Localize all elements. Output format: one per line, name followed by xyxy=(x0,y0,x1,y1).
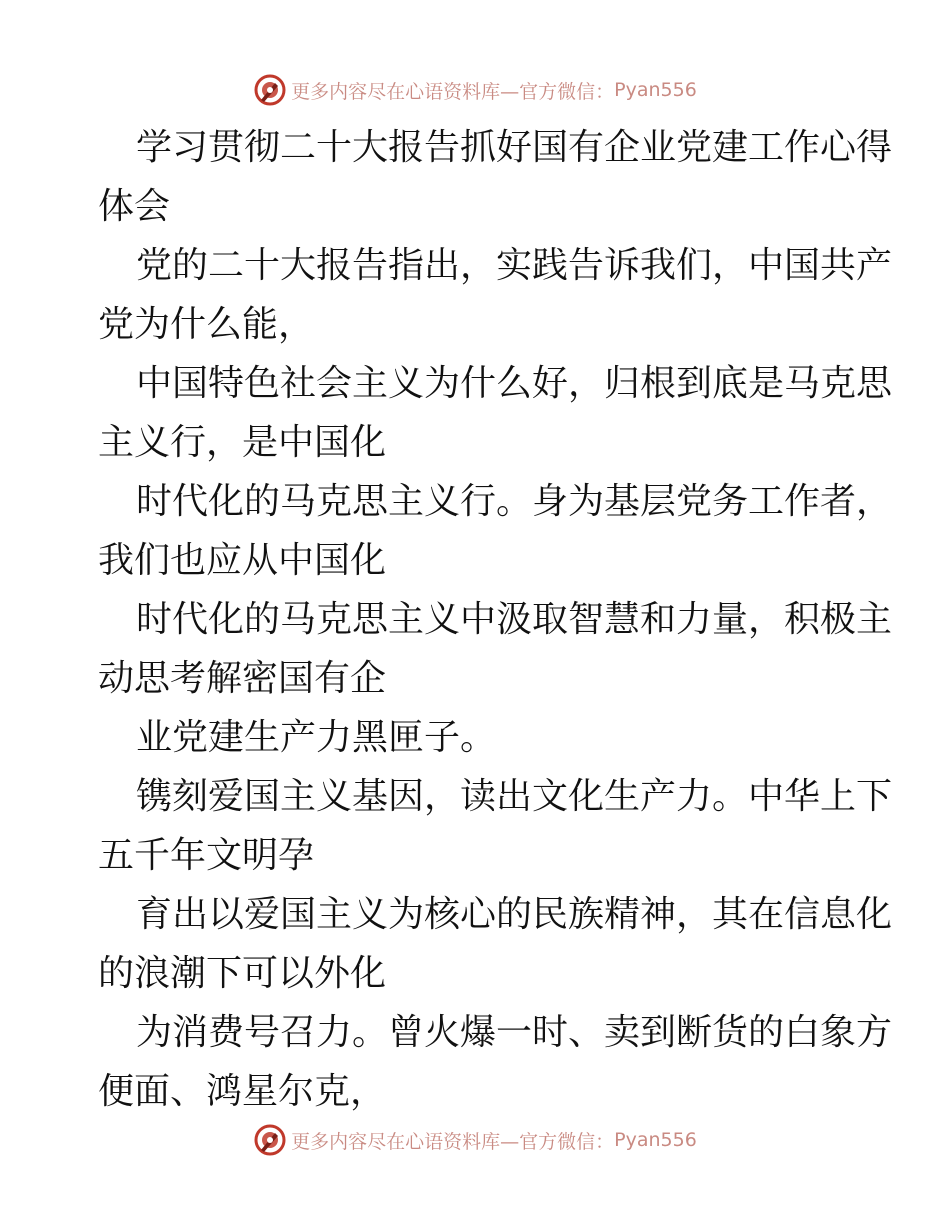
article-body xyxy=(98,118,893,1121)
paragraph-line: 主义行，是中国化 xyxy=(98,422,387,463)
article-paragraph xyxy=(98,590,893,708)
header-watermark xyxy=(0,70,950,110)
paragraph-line: 我们也应从中国化 xyxy=(98,540,387,581)
article-paragraph xyxy=(98,885,893,1003)
watermark-wechat-id: Pyan556 xyxy=(614,1129,697,1151)
paragraph-line: 时代化的马克思主义中汲取智慧和力量，积极主 xyxy=(136,599,893,640)
paragraph-line: 育出以爱国主义为核心的民族精神，其在信息化 xyxy=(136,894,893,935)
paragraph-line: 镌刻爱国主义基因，读出文化生产力。中华上下 xyxy=(136,776,893,817)
paragraph-line: 动思考解密国有企 xyxy=(98,658,387,699)
paragraph-line: 为消费号召力。曾火爆一时、卖到断货的白象方 xyxy=(136,1012,893,1053)
article-paragraph xyxy=(98,118,893,236)
watermark-text: 更多内容尽在心语资料库—官方微信： xyxy=(291,80,615,103)
article-paragraph xyxy=(98,1003,893,1121)
watermark-wechat-id: Pyan556 xyxy=(614,79,697,101)
red-circle-pen-logo-icon xyxy=(253,73,287,107)
article-paragraph xyxy=(98,236,893,354)
paragraph-line: 体会 xyxy=(98,186,171,227)
paragraph-line: 党为什么能， xyxy=(98,304,315,345)
paragraph-line: 中国特色社会主义为什么好，归根到底是马克思 xyxy=(136,363,893,404)
paragraph-line: 便面、鸿星尔克， xyxy=(98,1071,387,1112)
article-paragraph xyxy=(98,472,893,590)
paragraph-line: 业党建生产力黑匣子。 xyxy=(136,717,497,758)
paragraph-line: 学习贯彻二十大报告抓好国有企业党建工作心得 xyxy=(136,127,893,168)
red-circle-pen-logo-icon xyxy=(253,1123,287,1157)
watermark-text: 更多内容尽在心语资料库—官方微信： xyxy=(291,1130,615,1153)
article-paragraph xyxy=(98,708,858,767)
paragraph-line: 时代化的马克思主义行。身为基层党务工作者， xyxy=(136,481,893,522)
article-paragraph xyxy=(98,354,893,472)
paragraph-line: 五千年文明孕 xyxy=(98,835,315,876)
paragraph-line: 的浪潮下可以外化 xyxy=(98,953,387,994)
article-paragraph xyxy=(98,767,893,885)
footer-watermark xyxy=(0,1120,950,1160)
paragraph-line: 党的二十大报告指出，实践告诉我们，中国共产 xyxy=(136,245,893,286)
